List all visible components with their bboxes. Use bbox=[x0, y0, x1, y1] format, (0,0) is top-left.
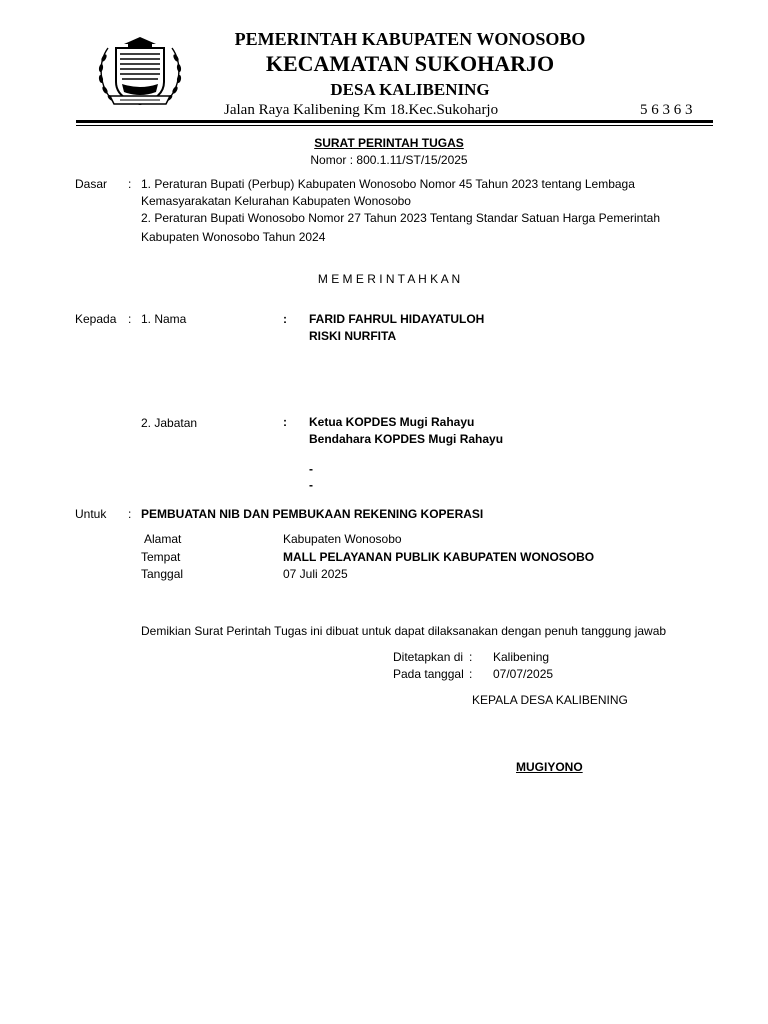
signatory-position: KEPALA DESA KALIBENING bbox=[472, 693, 628, 707]
dasar-item-1-cont: Kemasyarakatan Kelurahan Kabupaten Wonosobo bbox=[141, 194, 411, 208]
alamat-label: Alamat bbox=[144, 532, 182, 546]
jabatan-value-2: Bendahara KOPDES Mugi Rahayu bbox=[309, 432, 504, 446]
kop-postal-code: 5 6 3 6 3 bbox=[640, 102, 693, 118]
pada-tanggal-value: 07/07/2025 bbox=[493, 667, 554, 681]
letterhead-rule-thick bbox=[76, 120, 713, 123]
dasar-item-2: 2. Peraturan Bupati Wonosobo Nomor 27 Tahun 2023 Tentang Standar Satuan Harga Pemerintah bbox=[141, 211, 661, 225]
letterhead-rule-thin bbox=[76, 125, 713, 126]
nama-value-1: FARID FAHRUL HIDAYATULOH bbox=[309, 312, 485, 326]
signatory-name: MUGIYONO bbox=[516, 760, 583, 774]
ditetapkan-colon: : bbox=[469, 650, 473, 664]
kop-line-desa: DESA KALIBENING bbox=[330, 80, 490, 99]
jabatan-value-1: Ketua KOPDES Mugi Rahayu bbox=[309, 415, 475, 429]
memerintahkan-heading: M E M E R I N T A H K A N bbox=[317, 272, 461, 286]
jabatan-colon: : bbox=[283, 415, 287, 429]
tempat-label: Tempat bbox=[141, 550, 181, 564]
untuk-label: Untuk bbox=[75, 507, 107, 521]
tanggal-label: Tanggal bbox=[141, 567, 184, 581]
kop-line-pemerintah: PEMERINTAH KABUPATEN WONOSOBO bbox=[234, 29, 586, 49]
dasar-label: Dasar bbox=[75, 177, 108, 191]
kepada-colon: : bbox=[128, 312, 132, 326]
ditetapkan-value: Kalibening bbox=[493, 650, 550, 664]
closing-statement: Demikian Surat Perintah Tugas ini dibuat untuk dapat dilaksanakan dengan penuh tanggung jawab bbox=[141, 624, 667, 638]
alamat-value: Kabupaten Wonosobo bbox=[283, 532, 402, 546]
jabatan-dash-1: - bbox=[309, 462, 313, 476]
regency-emblem-icon bbox=[94, 34, 186, 110]
ditetapkan-label: Ditetapkan di bbox=[393, 650, 464, 664]
untuk-purpose: PEMBUATAN NIB DAN PEMBUKAAN REKENING KOPERASI bbox=[141, 507, 484, 521]
dasar-item-2-cont: Kabupaten Wonosobo Tahun 2024 bbox=[141, 230, 326, 244]
kepada-label: Kepada bbox=[75, 312, 117, 326]
jabatan-dash-2: - bbox=[309, 478, 313, 492]
nama-value-2: RISKI NURFITA bbox=[309, 329, 397, 343]
dasar-colon: : bbox=[128, 177, 132, 191]
kop-address: Jalan Raya Kalibening Km 18.Kec.Sukoharjo bbox=[224, 102, 499, 118]
tanggal-value: 07 Juli 2025 bbox=[283, 567, 348, 581]
nama-colon: : bbox=[283, 312, 287, 326]
tempat-value: MALL PELAYANAN PUBLIK KABUPATEN WONOSOBO bbox=[283, 550, 595, 564]
kop-line-kecamatan: KECAMATAN SUKOHARJO bbox=[265, 51, 555, 76]
nama-label: 1. Nama bbox=[141, 312, 187, 326]
letter-title: SURAT PERINTAH TUGAS bbox=[314, 136, 464, 150]
pada-tanggal-label: Pada tanggal bbox=[393, 667, 464, 681]
jabatan-label: 2. Jabatan bbox=[141, 416, 198, 430]
untuk-colon: : bbox=[128, 507, 132, 521]
letter-number: Nomor : 800.1.11/ST/15/2025 bbox=[310, 153, 468, 167]
pada-tanggal-colon: : bbox=[469, 667, 473, 681]
dasar-item-1: 1. Peraturan Bupati (Perbup) Kabupaten Wonosobo Nomor 45 Tahun 2023 tentang Lembaga bbox=[141, 177, 635, 191]
